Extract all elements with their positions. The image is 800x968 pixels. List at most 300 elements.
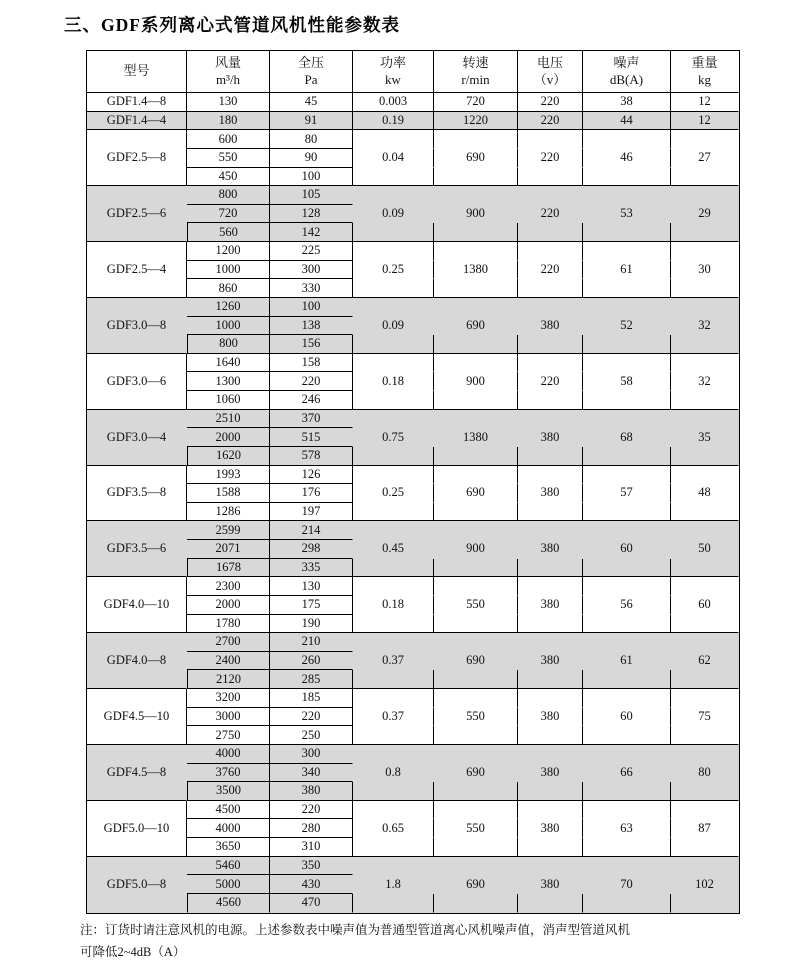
noise-cell <box>583 559 671 578</box>
weight-cell: 62 <box>671 652 739 671</box>
airflow-cell: 3200 <box>187 689 270 708</box>
noise-cell <box>583 354 671 373</box>
noise-cell: 52 <box>583 317 671 336</box>
table-row <box>87 130 739 149</box>
weight-cell: 75 <box>698 708 711 723</box>
header-label-line2: kg <box>698 71 711 87</box>
pressure-cell: 280 <box>270 819 353 838</box>
model-cell: GDF3.5—6 <box>87 521 187 577</box>
header-label-line2: m³/h <box>215 71 241 87</box>
model-cell: GDF4.5—10 <box>87 689 187 745</box>
speed-cell <box>434 354 518 373</box>
model-cell: GDF2.5—8 <box>87 130 187 186</box>
pressure-cell: 128 <box>270 205 353 224</box>
model-cell: GDF4.0—8 <box>87 633 187 689</box>
power-cell <box>353 168 434 187</box>
airflow-cell: 180 <box>187 112 270 131</box>
power-cell <box>353 410 434 429</box>
speed-cell <box>434 466 518 485</box>
table-row <box>87 801 739 820</box>
voltage-cell <box>518 577 583 596</box>
table-row <box>87 410 739 429</box>
speed-cell <box>434 298 518 317</box>
voltage-cell: 380 <box>518 317 583 336</box>
table-row <box>87 298 739 317</box>
table-row <box>87 633 739 652</box>
pressure-cell: 185 <box>270 689 353 708</box>
speed-cell <box>434 503 518 522</box>
noise-cell: 38 <box>583 93 671 112</box>
airflow-cell: 2000 <box>187 428 270 447</box>
noise-cell <box>583 298 671 317</box>
pressure-cell: 350 <box>270 857 353 876</box>
table-row <box>87 857 739 876</box>
weight-cell: 60 <box>698 597 711 612</box>
speed-cell <box>434 410 518 429</box>
speed-cell <box>434 745 518 764</box>
weight-cell: 12 <box>671 112 739 131</box>
pressure-cell: 100 <box>270 298 353 317</box>
pressure-cell: 380 <box>270 782 353 801</box>
airflow-cell: 1678 <box>187 559 270 578</box>
weight-cell <box>671 466 739 485</box>
weight-cell <box>671 838 739 857</box>
pressure-cell: 246 <box>270 391 353 410</box>
weight-cell <box>671 689 739 708</box>
model-cell: GDF3.0—8 <box>87 298 187 354</box>
pressure-cell: 45 <box>270 93 353 112</box>
voltage-cell <box>518 689 583 708</box>
power-cell <box>353 298 434 317</box>
performance-table <box>86 50 740 914</box>
speed-cell <box>434 670 518 689</box>
airflow-cell: 800 <box>187 335 270 354</box>
noise-cell: 66 <box>583 764 671 783</box>
header-row <box>87 51 739 93</box>
pressure-cell: 176 <box>270 484 353 503</box>
weight-cell <box>671 168 739 187</box>
power-cell: 1.8 <box>353 875 434 894</box>
power-cell: 0.09 <box>353 205 434 224</box>
pressure-cell: 100 <box>270 168 353 187</box>
header-label-line1: 型号 <box>123 63 150 79</box>
airflow-cell: 1000 <box>187 317 270 336</box>
header-label-line2: r/min <box>461 71 490 87</box>
header-label-line1: 转速 <box>462 54 489 70</box>
column-header-voltage <box>518 51 583 93</box>
weight-cell <box>671 615 739 634</box>
speed-cell <box>434 130 518 149</box>
pressure-cell: 156 <box>270 335 353 354</box>
power-cell: 0.09 <box>353 317 434 336</box>
weight-cell <box>671 633 739 652</box>
voltage-cell <box>518 279 583 298</box>
power-cell <box>353 801 434 820</box>
speed-cell <box>434 689 518 708</box>
voltage-cell <box>518 670 583 689</box>
table-row <box>87 745 739 764</box>
speed-cell <box>434 857 518 876</box>
airflow-cell: 2300 <box>187 577 270 596</box>
voltage-cell <box>518 298 583 317</box>
pressure-cell: 190 <box>270 615 353 634</box>
speed-cell <box>434 223 518 242</box>
airflow-cell: 5000 <box>187 875 270 894</box>
weight-cell <box>671 894 739 913</box>
airflow-cell: 2000 <box>187 596 270 615</box>
weight-cell <box>671 410 739 429</box>
noise-cell <box>583 279 671 298</box>
power-cell <box>353 130 434 149</box>
pressure-cell: 330 <box>270 279 353 298</box>
airflow-cell: 3760 <box>187 764 270 783</box>
airflow-cell: 860 <box>187 279 270 298</box>
voltage-cell <box>518 521 583 540</box>
power-cell <box>353 279 434 298</box>
weight-cell: 29 <box>671 205 739 224</box>
speed-cell: 690 <box>434 317 518 336</box>
weight-cell: 102 <box>671 875 739 894</box>
weight-cell: 87 <box>698 820 711 835</box>
table-row <box>87 354 739 373</box>
noise-cell: 61 <box>583 261 671 280</box>
weight-cell <box>671 726 739 745</box>
pressure-cell: 430 <box>270 875 353 894</box>
noise-cell <box>583 410 671 429</box>
model-cell: GDF1.4—4 <box>87 112 187 131</box>
airflow-cell: 1300 <box>187 372 270 391</box>
table-row <box>87 466 739 485</box>
weight-cell <box>671 242 739 261</box>
header-label-line2: dB(A) <box>609 71 644 87</box>
airflow-cell: 1780 <box>187 615 270 634</box>
noise-cell <box>583 503 671 522</box>
airflow-cell: 800 <box>187 186 270 205</box>
weight-cell <box>671 447 739 466</box>
airflow-cell: 3650 <box>187 838 270 857</box>
power-cell <box>353 186 434 205</box>
speed-cell: 550 <box>434 708 518 727</box>
voltage-cell <box>518 726 583 745</box>
speed-cell: 550 <box>434 596 518 615</box>
power-cell <box>353 466 434 485</box>
weight-cell: 35 <box>671 428 739 447</box>
speed-cell: 690 <box>434 149 518 168</box>
speed-cell <box>434 894 518 913</box>
speed-cell <box>434 838 518 857</box>
noise-cell <box>583 335 671 354</box>
noise-cell: 61 <box>583 652 671 671</box>
airflow-cell: 2120 <box>187 670 270 689</box>
voltage-cell: 220 <box>518 261 583 280</box>
model-cell: GDF5.0—8 <box>87 857 187 913</box>
noise-cell <box>583 168 671 187</box>
power-cell <box>353 447 434 466</box>
voltage-cell: 220 <box>518 149 583 168</box>
column-header-model <box>87 51 187 93</box>
speed-cell <box>434 633 518 652</box>
weight-cell <box>671 801 739 820</box>
power-cell: 0.04 <box>353 149 434 168</box>
speed-cell: 1380 <box>434 261 518 280</box>
speed-cell <box>434 615 518 634</box>
airflow-cell: 1993 <box>187 466 270 485</box>
voltage-cell <box>518 857 583 876</box>
model-cell: GDF2.5—4 <box>87 242 187 298</box>
voltage-cell <box>518 168 583 187</box>
speed-cell: 690 <box>434 875 518 894</box>
noise-cell: 46 <box>583 149 671 168</box>
column-header-pressure <box>270 51 353 93</box>
airflow-cell: 4000 <box>187 745 270 764</box>
pressure-cell: 90 <box>270 149 353 168</box>
power-cell: 0.18 <box>353 596 434 615</box>
noise-cell: 53 <box>583 205 671 224</box>
header-label-line1: 全压 <box>297 54 324 70</box>
footnote-line-1: 注：订货时请注意风机的电源。上述参数表中噪声值为普通型管道离心风机噪声值，消声型管道风机 <box>80 923 631 937</box>
power-cell <box>353 894 434 913</box>
speed-cell <box>434 447 518 466</box>
weight-cell <box>671 186 739 205</box>
speed-cell <box>434 726 518 745</box>
weight-cell: 30 <box>698 261 711 276</box>
voltage-cell <box>518 745 583 764</box>
airflow-cell: 550 <box>187 149 270 168</box>
pressure-cell: 250 <box>270 726 353 745</box>
pressure-cell: 175 <box>270 596 353 615</box>
model-cell: GDF1.4—8 <box>87 93 187 112</box>
speed-cell: 1380 <box>434 428 518 447</box>
table-row <box>87 689 739 708</box>
voltage-cell <box>518 801 583 820</box>
noise-cell: 57 <box>583 484 671 503</box>
header-label-line2: （v） <box>533 71 567 87</box>
footnote <box>80 919 728 963</box>
column-header-power <box>353 51 434 93</box>
voltage-cell <box>518 894 583 913</box>
airflow-cell: 1286 <box>187 503 270 522</box>
voltage-cell <box>518 391 583 410</box>
voltage-cell <box>518 186 583 205</box>
pressure-cell: 142 <box>270 223 353 242</box>
voltage-cell: 380 <box>518 428 583 447</box>
power-cell: 0.37 <box>353 708 434 727</box>
noise-cell <box>583 577 671 596</box>
speed-cell: 720 <box>434 93 518 112</box>
voltage-cell: 380 <box>518 875 583 894</box>
pressure-cell: 214 <box>270 521 353 540</box>
airflow-cell: 1000 <box>187 261 270 280</box>
power-cell <box>353 615 434 634</box>
footnote-line-2: 可降低2~4dB（A） <box>80 945 186 959</box>
speed-cell <box>434 242 518 261</box>
model-cell: GDF4.5—8 <box>87 745 187 801</box>
voltage-cell <box>518 633 583 652</box>
voltage-cell <box>518 335 583 354</box>
power-cell <box>353 689 434 708</box>
pressure-cell: 197 <box>270 503 353 522</box>
voltage-cell <box>518 838 583 857</box>
model-cell: GDF3.0—6 <box>87 354 187 410</box>
airflow-cell: 130 <box>187 93 270 112</box>
column-header-noise <box>583 51 671 93</box>
speed-cell <box>434 559 518 578</box>
power-cell <box>353 559 434 578</box>
noise-cell <box>583 521 671 540</box>
power-cell <box>353 521 434 540</box>
model-cell: GDF5.0—10 <box>87 801 187 857</box>
airflow-cell: 4560 <box>187 894 270 913</box>
pressure-cell: 515 <box>270 428 353 447</box>
power-cell: 0.65 <box>353 819 434 838</box>
weight-cell: 80 <box>671 764 739 783</box>
pressure-cell: 220 <box>270 801 353 820</box>
speed-cell <box>434 168 518 187</box>
noise-cell <box>583 130 671 149</box>
airflow-cell: 1640 <box>187 354 270 373</box>
pressure-cell: 220 <box>270 372 353 391</box>
pressure-cell: 210 <box>270 633 353 652</box>
noise-cell <box>583 670 671 689</box>
table-body <box>87 93 739 913</box>
speed-cell <box>434 186 518 205</box>
noise-cell <box>583 466 671 485</box>
pressure-cell: 91 <box>270 112 353 131</box>
power-cell <box>353 857 434 876</box>
speed-cell <box>434 577 518 596</box>
pressure-cell: 105 <box>270 186 353 205</box>
airflow-cell: 2700 <box>187 633 270 652</box>
voltage-cell: 380 <box>518 652 583 671</box>
power-cell <box>353 633 434 652</box>
airflow-cell: 4500 <box>187 801 270 820</box>
weight-cell: 32 <box>671 317 739 336</box>
airflow-cell: 600 <box>187 130 270 149</box>
weight-cell <box>671 391 739 410</box>
pressure-cell: 310 <box>270 838 353 857</box>
voltage-cell <box>518 447 583 466</box>
speed-cell <box>434 801 518 820</box>
noise-cell <box>583 615 671 634</box>
noise-cell: 63 <box>583 819 671 838</box>
power-cell <box>353 577 434 596</box>
voltage-cell: 380 <box>518 764 583 783</box>
voltage-cell: 380 <box>518 484 583 503</box>
header-label-line1: 风量 <box>214 54 241 70</box>
voltage-cell <box>518 223 583 242</box>
weight-cell: 12 <box>671 93 739 112</box>
speed-cell: 690 <box>434 764 518 783</box>
voltage-cell <box>518 559 583 578</box>
power-cell: 0.19 <box>353 112 434 131</box>
header-label-line1: 重量 <box>691 54 718 70</box>
power-cell <box>353 782 434 801</box>
model-cell: GDF3.0—4 <box>87 410 187 466</box>
pressure-cell: 578 <box>270 447 353 466</box>
power-cell: 0.18 <box>353 372 434 391</box>
power-cell: 0.003 <box>353 93 434 112</box>
model-cell: GDF2.5—6 <box>87 186 187 242</box>
weight-cell <box>671 503 739 522</box>
speed-cell <box>434 391 518 410</box>
header-label-line2: kw <box>385 71 401 87</box>
speed-cell: 900 <box>434 540 518 559</box>
speed-cell <box>434 279 518 298</box>
speed-cell: 690 <box>434 484 518 503</box>
voltage-cell: 380 <box>518 596 583 615</box>
weight-cell <box>671 670 739 689</box>
weight-cell <box>671 335 739 354</box>
power-cell: 0.75 <box>353 428 434 447</box>
power-cell <box>353 335 434 354</box>
speed-cell: 900 <box>434 372 518 391</box>
noise-cell: 44 <box>583 112 671 131</box>
speed-cell: 900 <box>434 205 518 224</box>
weight-cell <box>671 559 739 578</box>
airflow-cell: 2510 <box>187 410 270 429</box>
power-cell <box>353 726 434 745</box>
noise-cell <box>583 689 671 708</box>
weight-cell <box>671 279 739 298</box>
table-row <box>87 521 739 540</box>
noise-cell <box>583 745 671 764</box>
weight-cell <box>671 577 739 596</box>
header-label-line1: 电压 <box>536 54 563 70</box>
column-header-weight <box>671 51 739 93</box>
voltage-cell: 380 <box>518 819 583 838</box>
voltage-cell: 380 <box>518 540 583 559</box>
voltage-cell <box>518 466 583 485</box>
airflow-cell: 1620 <box>187 447 270 466</box>
pressure-cell: 298 <box>270 540 353 559</box>
power-cell <box>353 503 434 522</box>
noise-cell <box>583 801 671 820</box>
airflow-cell: 2599 <box>187 521 270 540</box>
weight-cell: 32 <box>698 373 711 388</box>
voltage-cell <box>518 615 583 634</box>
airflow-cell: 560 <box>187 223 270 242</box>
speed-cell <box>434 782 518 801</box>
noise-cell <box>583 857 671 876</box>
column-header-airflow <box>187 51 270 93</box>
table-row <box>87 577 739 596</box>
airflow-cell: 1060 <box>187 391 270 410</box>
page-title: 三、GDF系列离心式管道风机性能参数表 <box>64 15 400 35</box>
noise-cell <box>583 894 671 913</box>
noise-cell: 60 <box>583 540 671 559</box>
noise-cell: 60 <box>583 708 671 727</box>
header-label-line2: Pa <box>304 71 318 87</box>
voltage-cell <box>518 130 583 149</box>
power-cell <box>353 391 434 410</box>
voltage-cell <box>518 782 583 801</box>
speed-cell <box>434 521 518 540</box>
noise-cell <box>583 447 671 466</box>
column-header-speed <box>434 51 518 93</box>
noise-cell: 56 <box>583 596 671 615</box>
pressure-cell: 80 <box>270 130 353 149</box>
pressure-cell: 220 <box>270 708 353 727</box>
model-cell: GDF3.5—8 <box>87 466 187 522</box>
noise-cell <box>583 223 671 242</box>
table-row <box>87 112 739 131</box>
power-cell <box>353 670 434 689</box>
noise-cell: 70 <box>583 875 671 894</box>
airflow-cell: 1588 <box>187 484 270 503</box>
weight-cell <box>671 782 739 801</box>
weight-cell <box>671 354 739 373</box>
power-cell: 0.25 <box>353 484 434 503</box>
